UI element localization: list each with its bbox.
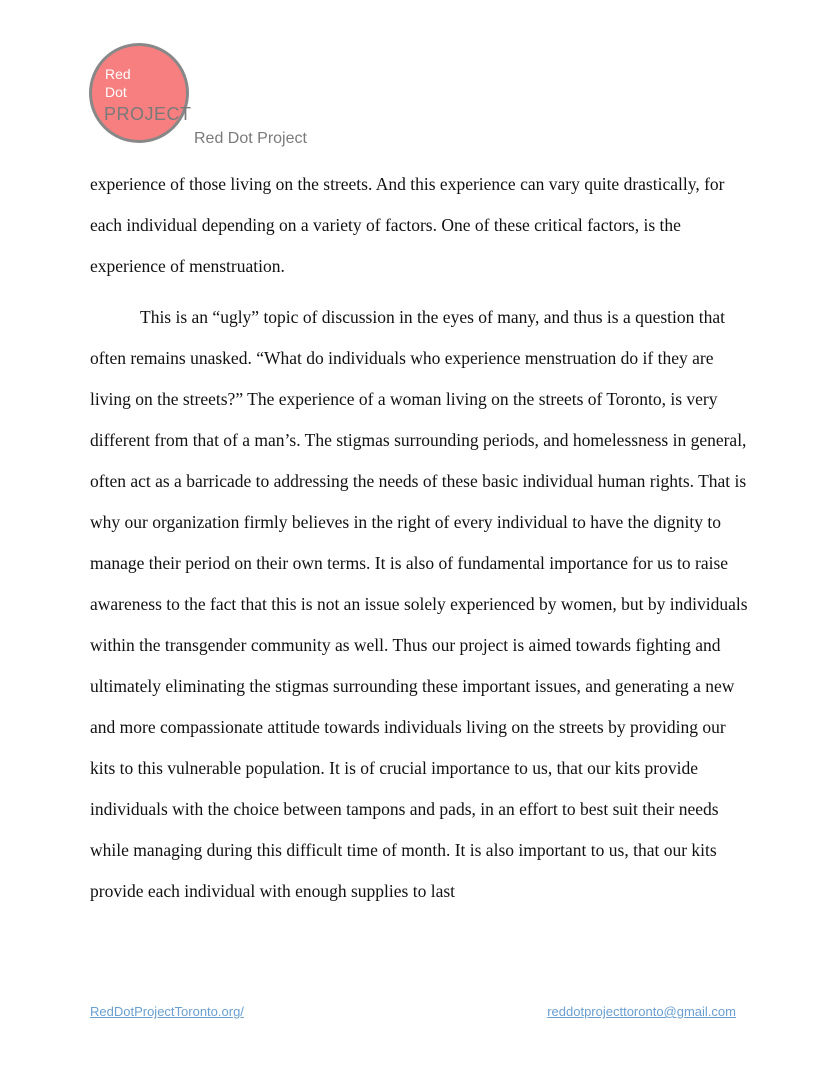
logo-circle <box>89 43 192 143</box>
logo-text-dot: Dot <box>105 84 127 100</box>
logo-text-project: PROJECT <box>104 104 192 124</box>
paragraph-2: This is an “ugly” topic of discussion in the eyes of many, and thus is a question that often remains unasked. “What do individuals who experience menstruation do if they are living on the streets?” The experience of a woman living on the streets of Toronto, is very different from that of a man’s. The stigmas surrounding periods, and homelessness in general, often act as a barricade to addressing the needs of these basic individual human rights. That is why our organization firmly believes in the right of every individual to have the dignity to manage their period on their own terms. It is also of fundamental importance for us to raise awareness to the fact that this is not an issue solely experienced by women, but by individuals within the transgender community as well. Thus our project is aimed towards fighting and ultimately eliminating the stigmas surrounding these important issues, and generating a new and more compassionate attitude towards individuals living on the streets by providing our kits to this vulnerable population. It is of crucial importance to us, that our kits provide individuals with the choice between tampons and pads, in an effort to best suit their needs while managing during this difficult time of month. It is also important to us, that our kits provide each individual with enough supplies to last <box>90 307 748 901</box>
logo-text-red: Red <box>105 66 131 82</box>
brand-name: Red Dot Project <box>194 130 307 147</box>
paragraph-1: experience of those living on the streets. And this experience can vary quite drastically, for each individual depending on a variety of factors. One of these critical factors, is the experience of menstruation. <box>90 174 725 276</box>
website-link[interactable]: RedDotProjectToronto.org/ <box>90 1004 244 1019</box>
email-link[interactable]: reddotprojecttoronto@gmail.com <box>547 1004 736 1019</box>
document-body <box>90 164 750 912</box>
